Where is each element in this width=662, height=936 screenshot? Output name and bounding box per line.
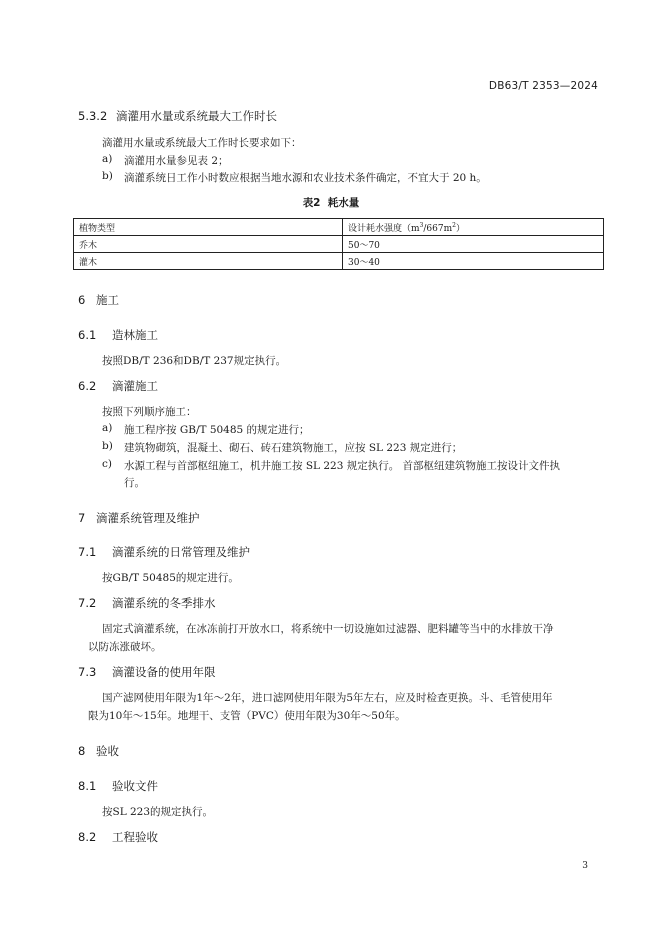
heading-title: 滴灌系统的冬季排水 (112, 596, 216, 610)
consumption-table (73, 218, 604, 270)
heading-number: 8.1 (78, 779, 97, 793)
heading-number: 7.2 (78, 596, 97, 610)
heading-number: 6 (78, 293, 86, 307)
list-marker: b) (102, 170, 113, 182)
table-row (74, 253, 604, 270)
heading-number: 5.3.2 (78, 109, 108, 123)
heading-8 (78, 743, 119, 759)
heading-7-2 (78, 595, 216, 611)
heading-title: 滴灌系统管理及维护 (96, 511, 200, 525)
table-cell: 30～40 (343, 253, 604, 270)
header-text: 设计耗水强度（m (348, 223, 420, 234)
header-text: ） (455, 223, 465, 234)
heading-title: 滴灌用水量或系统最大工作时长 (116, 109, 277, 123)
heading-7-3 (78, 664, 216, 680)
heading-7-1 (78, 544, 250, 560)
heading-6-2 (78, 378, 158, 394)
table-cell: 50～70 (343, 236, 604, 253)
heading-number: 8 (78, 744, 86, 758)
heading-8-1 (78, 778, 158, 794)
heading-number: 6.1 (78, 328, 97, 342)
document-code-header: DB63/T 2353—2024 (488, 80, 598, 92)
paragraph: 按照DB/T 236和DB/T 237规定执行。 (102, 355, 287, 367)
paragraph-line: 固定式滴灌系统，在冰冻前打开放水口，将系统中一切设施如过滤器、肥料罐等当中的水排放干净 (102, 623, 554, 635)
heading-6-1 (78, 327, 158, 343)
heading-title: 滴灌系统的日常管理及维护 (112, 545, 250, 559)
heading-title: 验收文件 (112, 779, 158, 793)
list-item: 水源工程与首部枢纽施工，机井施工按 SL 223 规定执行。 首部枢纽建筑物施工按设计文件执 (124, 460, 561, 472)
paragraph-line: 限为10年～15年。地埋干、支管（PVC）使用年限为30年～50年。 (88, 710, 406, 722)
heading-number: 6.2 (78, 379, 97, 393)
list-marker: a) (102, 153, 113, 165)
heading-number: 7.3 (78, 665, 97, 679)
list-item: 滴灌用水量参见表 2； (124, 155, 229, 167)
paragraph: 滴灌用水量或系统最大工作时长要求如下： (102, 137, 302, 149)
heading-title: 验收 (96, 744, 119, 758)
heading-5-3-2 (78, 108, 277, 124)
superscript: 2 (452, 221, 456, 229)
paragraph-line: 国产滤网使用年限为1年～2年，进口滤网使用年限为5年左右，应及时检查更换。斗、毛管使用年 (102, 692, 553, 704)
heading-title: 滴灌施工 (112, 379, 158, 393)
heading-6 (78, 292, 119, 308)
header-text: /667m (423, 223, 453, 234)
list-marker: c) (102, 458, 112, 470)
table-cell: 乔木 (74, 236, 343, 253)
superscript: 3 (419, 221, 424, 229)
table-row (74, 236, 604, 253)
list-marker: b) (102, 440, 113, 452)
heading-title: 工程验收 (112, 830, 158, 844)
heading-number: 7 (78, 511, 86, 525)
list-item-continuation: 行。 (124, 477, 145, 489)
heading-title: 滴灌设备的使用年限 (112, 665, 216, 679)
table-header-cell (343, 219, 604, 236)
table-cell: 灌木 (74, 253, 343, 270)
list-marker: a) (102, 422, 113, 434)
heading-number: 8.2 (78, 830, 97, 844)
list-item: 施工程序按 GB/T 50485 的规定进行； (124, 424, 310, 436)
table-caption: 表2 耗水量 (302, 197, 360, 209)
page-number: 3 (582, 861, 588, 871)
heading-title: 造林施工 (112, 328, 158, 342)
heading-number: 7.1 (78, 545, 97, 559)
heading-title: 施工 (96, 293, 119, 307)
paragraph-line: 以防冻涨破坏。 (88, 641, 162, 653)
table-header-cell: 植物类型 (74, 219, 343, 236)
heading-8-2 (78, 829, 158, 845)
paragraph: 按GB/T 50485的规定进行。 (102, 572, 239, 584)
heading-7 (78, 510, 200, 526)
list-item: 建筑物砌筑，混凝土、砌石、砖石建筑物施工，应按 SL 223 规定进行； (124, 442, 463, 454)
paragraph: 按照下列顺序施工： (102, 406, 197, 418)
list-item: 滴灌系统日工作小时数应根据当地水源和农业技术条件确定，不宜大于 20 h。 (124, 172, 487, 184)
paragraph: 按SL 223的规定执行。 (102, 806, 214, 818)
table-header-row (74, 219, 604, 236)
